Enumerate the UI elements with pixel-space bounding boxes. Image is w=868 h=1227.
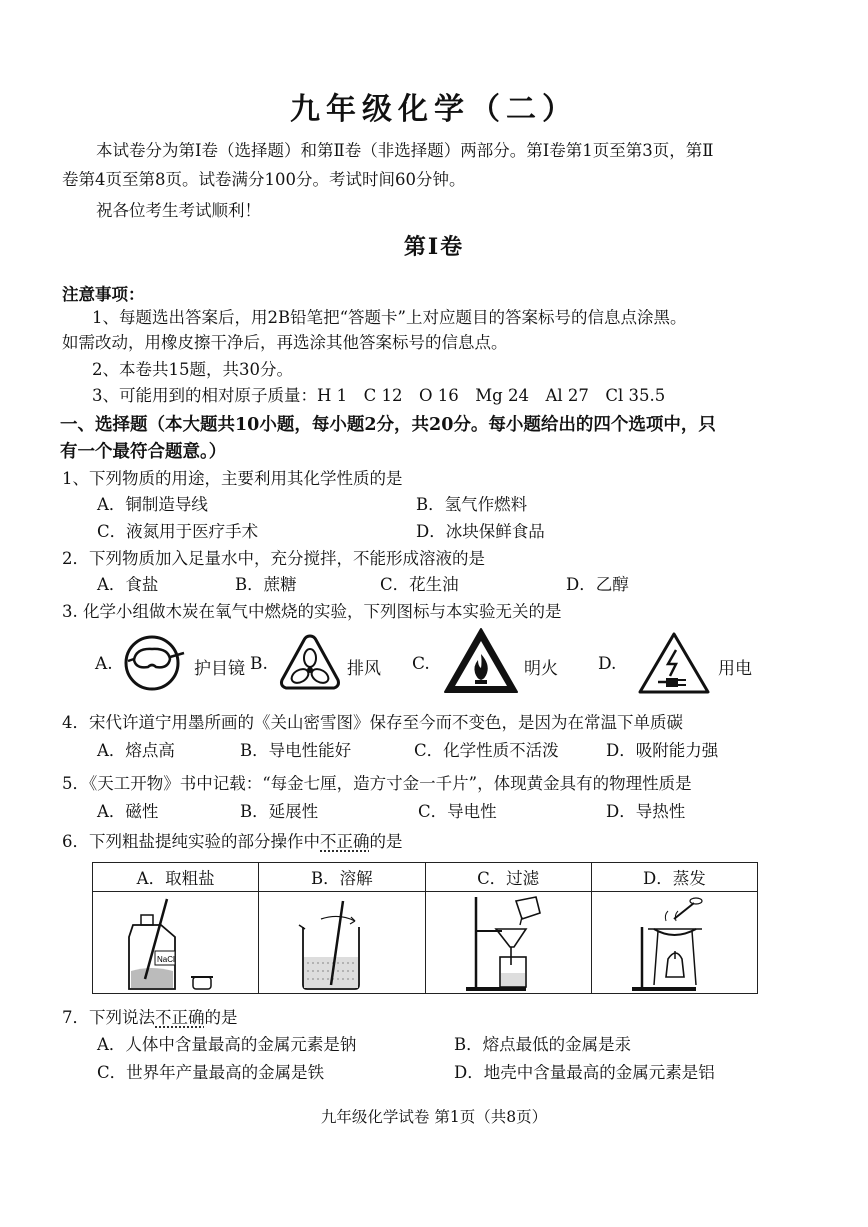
electricity-sign-icon — [636, 630, 712, 696]
q2-option-d: D．乙醇 — [566, 575, 629, 594]
note-3: 3、可能用到的相对原子质量：H 1 C 12 O 16 Mg 24 Al 27 Cl 35.5 — [92, 386, 666, 405]
goggles-sign-icon — [122, 633, 190, 693]
q4-stem: 4．宋代许道宁用墨所画的《关山密雪图》保存至今而不变色，是因为在常温下单质碳 — [62, 713, 683, 732]
take-salt-jar-icon — [93, 893, 257, 993]
q6-operations-table — [92, 862, 758, 994]
q6-stem — [62, 828, 403, 852]
q6-cell-c — [425, 892, 591, 994]
q7-stem-emphasis: 不正确 — [155, 1008, 205, 1027]
q6-cell-b — [259, 892, 425, 994]
q3-label-c: 明火 — [524, 659, 558, 679]
q2-stem: 2．下列物质加入足量水中，充分搅拌，不能形成溶液的是 — [62, 549, 485, 568]
q1-option-d: D．冰块保鲜食品 — [416, 522, 545, 541]
q6-stem-emphasis: 不正确 — [320, 832, 370, 851]
note-1a: 1、每题选出答案后，用2B铅笔把“答题卡”上对应题目的答案标号的信息点涂黑。 — [92, 308, 687, 327]
q7-option-a: A．人体中含量最高的金属元素是钠 — [97, 1035, 357, 1054]
q4-option-b: B．导电性能好 — [240, 741, 352, 760]
q5-option-a: A．磁性 — [97, 802, 159, 821]
q2-option-a: A．食盐 — [97, 575, 159, 594]
q1-stem: 1、下列物质的用途，主要利用其化学性质的是 — [62, 469, 403, 488]
q3-label-d: 用电 — [718, 659, 752, 679]
q7-option-d: D．地壳中含量最高的金属元素是铝 — [454, 1063, 715, 1082]
note-1b: 如需改动，用橡皮擦干净后，再选涂其他答案标号的信息点。 — [62, 333, 508, 352]
q3-option-b: B. — [250, 654, 268, 674]
q3-stem: 3. 化学小组做木炭在氧气中燃烧的实验，下列图标与本实验无关的是 — [62, 602, 562, 621]
q1-option-b: B．氢气作燃料 — [416, 495, 528, 514]
q6-header-a: A．取粗盐 — [93, 863, 259, 892]
q7-stem-pre: 7．下列说法 — [62, 1008, 155, 1027]
q6-header-d: D．蒸发 — [591, 863, 757, 892]
q3-label-b: 排风 — [347, 659, 381, 679]
evaporation-setup-icon — [592, 893, 762, 993]
q6-cell-a — [93, 892, 259, 994]
q5-stem: 5．《天工开物》书中记载：“每金七厘，造方寸金一千片”，体现黄金具有的物理性质是 — [62, 774, 692, 793]
section1-line-1: 一、选择题（本大题共10小题，每小题2分，共20分。每小题给出的四个选项中，只 — [60, 415, 716, 435]
section1-line-2: 有一个最符合题意。） — [60, 442, 227, 462]
q4-option-a: A．熔点高 — [97, 741, 175, 760]
q4-option-c: C．化学性质不活泼 — [414, 741, 559, 760]
intro-wish: 祝各位考生考试顺利！ — [96, 201, 261, 220]
filtration-setup-icon — [426, 893, 594, 993]
q5-option-c: C．导电性 — [418, 802, 497, 821]
q7-option-c: C．世界年产量最高的金属是铁 — [97, 1063, 325, 1082]
q1-option-a: A．铜制造导线 — [97, 495, 208, 514]
volume-title: 第Ⅰ卷 — [403, 234, 465, 260]
q5-option-b: B．延展性 — [240, 802, 319, 821]
q5-option-d: D．导热性 — [606, 802, 686, 821]
q6-header-c: C．过滤 — [425, 863, 591, 892]
q3-option-a: A. — [95, 654, 113, 674]
notes-heading: 注意事项： — [62, 285, 145, 304]
q2-option-c: C．花生油 — [380, 575, 459, 594]
dissolve-beaker-icon — [259, 893, 423, 993]
open-flame-sign-icon — [442, 626, 520, 696]
ventilation-sign-icon — [278, 632, 342, 692]
q4-option-d: D．吸附能力强 — [606, 741, 719, 760]
intro-line-1: 本试卷分为第Ⅰ卷（选择题）和第Ⅱ卷（非选择题）两部分。第Ⅰ卷第1页至第3页，第Ⅱ — [96, 141, 714, 160]
q3-option-c: C. — [412, 654, 430, 674]
q6-cell-d — [591, 892, 757, 994]
q6-stem-pre: 6．下列粗盐提纯实验的部分操作中 — [62, 832, 320, 851]
q2-option-b: B．蔗糖 — [235, 575, 297, 594]
page-footer: 九年级化学试卷 第1页（共8页） — [320, 1108, 548, 1126]
page-title: 九年级化学（二） — [290, 92, 578, 127]
q3-option-d: D. — [598, 654, 617, 674]
q3-label-a: 护目镜 — [194, 659, 245, 679]
q1-option-c: C．液氮用于医疗手术 — [97, 522, 259, 541]
q6-header-b: B．溶解 — [259, 863, 425, 892]
q7-option-b: B．熔点最低的金属是汞 — [454, 1035, 632, 1054]
nacl-label: NaCl — [157, 954, 175, 964]
q6-stem-post: 的是 — [369, 832, 403, 851]
note-2: 2、本卷共15题，共30分。 — [92, 360, 293, 379]
intro-line-2: 卷第4页至第8页。试卷满分100分。考试时间60分钟。 — [62, 170, 466, 189]
q7-stem — [62, 1004, 238, 1028]
q7-stem-post: 的是 — [204, 1008, 238, 1027]
